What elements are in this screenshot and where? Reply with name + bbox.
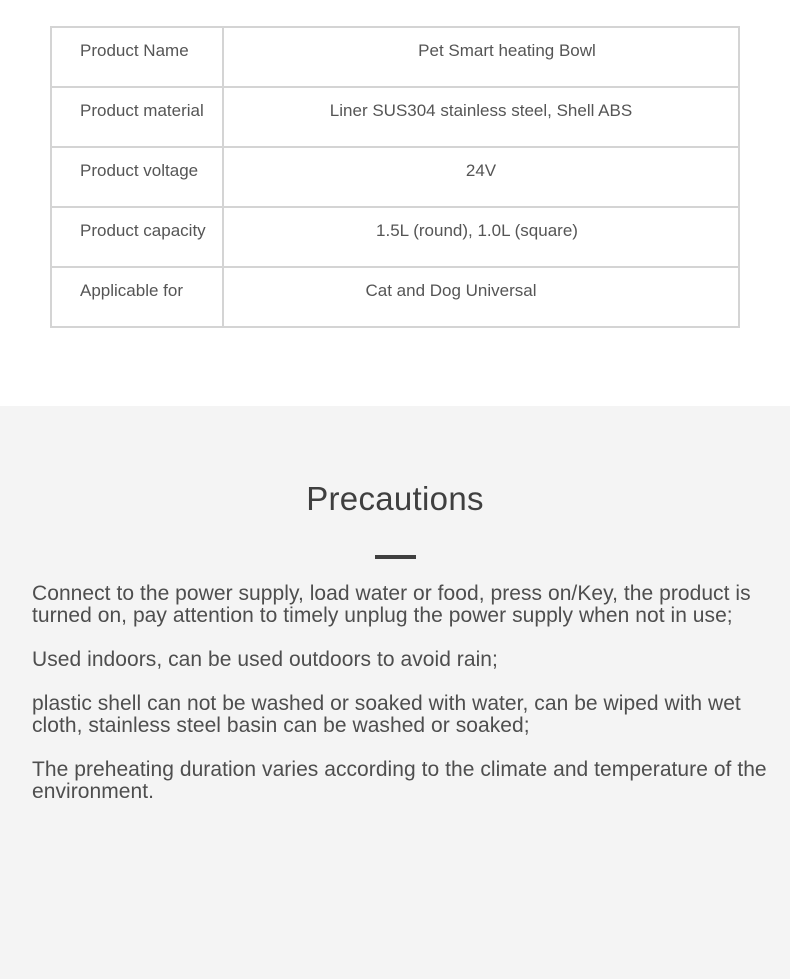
spec-table (50, 26, 740, 328)
spec-label: Applicable for (80, 281, 184, 300)
spec-label-cell (51, 147, 223, 207)
spec-value-cell (223, 27, 739, 87)
table-row (51, 27, 739, 87)
precaution-item: Connect to the power supply, load water or food, press on/Key, the product is turned on, pay attention to timely unplug the power supply when not in use; (32, 582, 751, 627)
table-row (51, 147, 739, 207)
spec-value-cell (223, 267, 739, 327)
table-row (51, 207, 739, 267)
spec-value: Cat and Dog Universal (365, 281, 537, 300)
spec-label: Product Name (80, 41, 189, 60)
title-underline-bar (375, 555, 416, 559)
precaution-list (32, 583, 767, 825)
spec-label-cell (51, 27, 223, 87)
spec-value-cell (223, 207, 739, 267)
precaution-item: Used indoors, can be used outdoors to avoid rain; (32, 648, 498, 671)
spec-label: Product material (80, 101, 204, 120)
precaution-item: The preheating duration varies according to the climate and temperature of the environment. (32, 758, 767, 803)
spec-section (0, 0, 790, 406)
spec-value-cell (223, 87, 739, 147)
precautions-section (0, 406, 790, 979)
spec-value-cell (223, 147, 739, 207)
spec-value: 1.5L (round), 1.0L (square) (376, 221, 578, 240)
spec-label: Product capacity (80, 221, 206, 240)
table-row (51, 87, 739, 147)
precautions-title: Precautions (306, 480, 484, 517)
spec-value: 24V (465, 161, 497, 180)
spec-label-cell (51, 87, 223, 147)
table-row (51, 267, 739, 327)
spec-value: Liner SUS304 stainless steel, Shell ABS (329, 101, 633, 120)
spec-label: Product voltage (80, 161, 199, 180)
spec-value: Pet Smart heating Bowl (418, 41, 596, 60)
spec-label-cell (51, 267, 223, 327)
precaution-item: plastic shell can not be washed or soaked with water, can be wiped with wet cloth, stainless steel basin can be washed or soaked; (32, 692, 741, 737)
spec-label-cell (51, 207, 223, 267)
